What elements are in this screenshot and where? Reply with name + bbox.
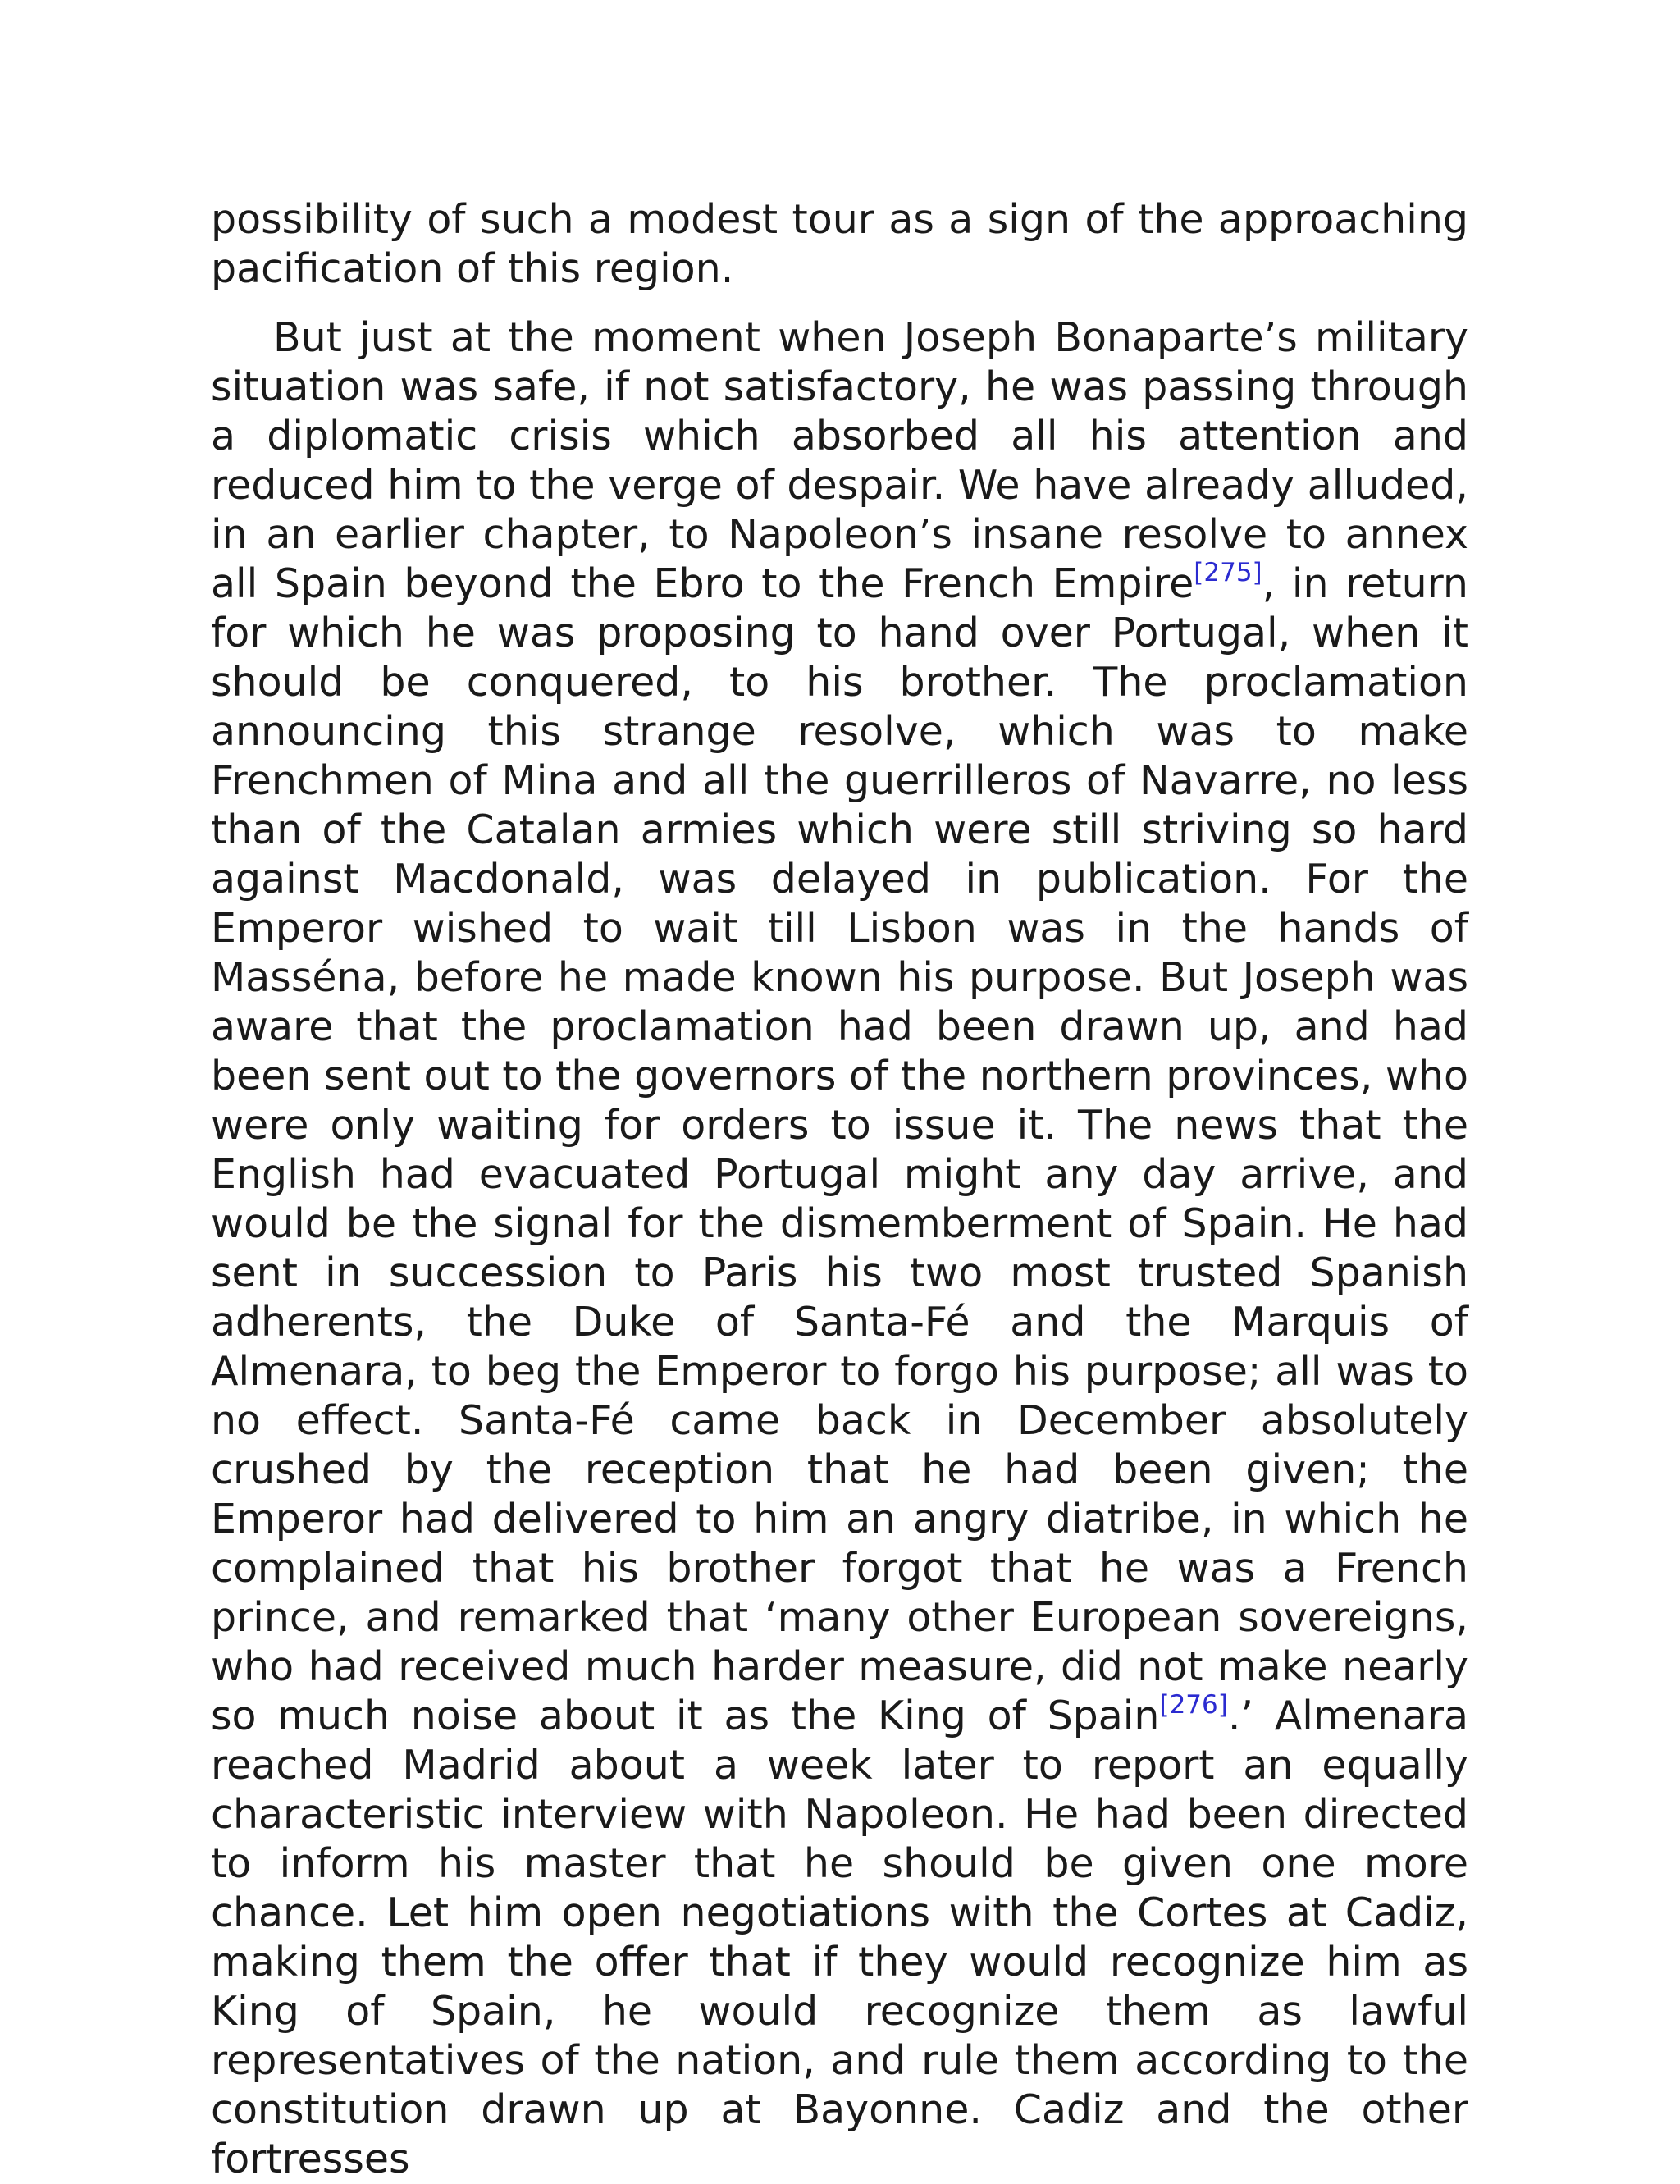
paragraph-text-segment: But just at the moment when Joseph Bonaparte’s military situation was safe, if not satisfactory, he was passing through a diplomatic crisis which absorbed all his attention and reduced him to the verge of despair. We have already alluded, in an earlier chapter, to Napoleon’s insane resolve to annex all Spain beyond the Ebro to the French Empire [211,314,1468,607]
body-text [211,195,1468,2184]
paragraph-text: possibility of such a modest tour as a sign of the approaching pacification of this region. [211,196,1468,292]
footnote-link-276[interactable]: [276] [1159,1690,1228,1720]
footnote-link-275[interactable]: [275] [1194,558,1262,587]
paragraph-text-segment: .’ Almenara reached Madrid about a week later to report an equally characteristic interview with Napoleon. He had been directed to inform his master that he should be given one more chance. Let him open negotiations with the Cortes at Cadiz, making them the offer that if they would recognize him as King of Spain, he would recognize them as lawful representatives of the nation, and rule them according to the constitution drawn up at Bayonne. Cadiz and the other fortresses [211,1693,1469,2182]
paragraph-text-segment: , in return for which he was proposing to hand over Portugal, when it should be conquered, to his brother. The proclamation announcing this strange resolve, which was to make Frenchmen of Mina and all the guerrilleros of Navarre, no less than of the Catalan armies which were still striving so hard against Macdonald, was delayed in publication. For the Emperor wished to wait till Lisbon was in the hands of Masséna, before he made known his purpose. But Joseph was aware that the proclamation had been drawn up, and had been sent out to the governors of the northern provinces, who were only waiting for orders to issue it. The news that the English had evacuated Portugal might any day arrive, and would be the signal for the dismemberment of Spain. He had sent in succession to Paris his two most trusted Spanish adherents, the Duke of Santa-Fé and the Marquis of Almenara, to beg the Emperor to forgo his purpose; all was to no effect. Santa-Fé came back in December absolutely crushed by the reception that he had been given; the Emperor had delivered to him an angry diatribe, in which he complained that his brother forgot that he was a French prince, and remarked that ‘many other European sovereigns, who had received much harder measure, did not make nearly so much noise about it as the King of Spain [211,560,1468,1739]
paragraph [211,313,1468,2184]
paragraph-continuation [211,195,1468,294]
